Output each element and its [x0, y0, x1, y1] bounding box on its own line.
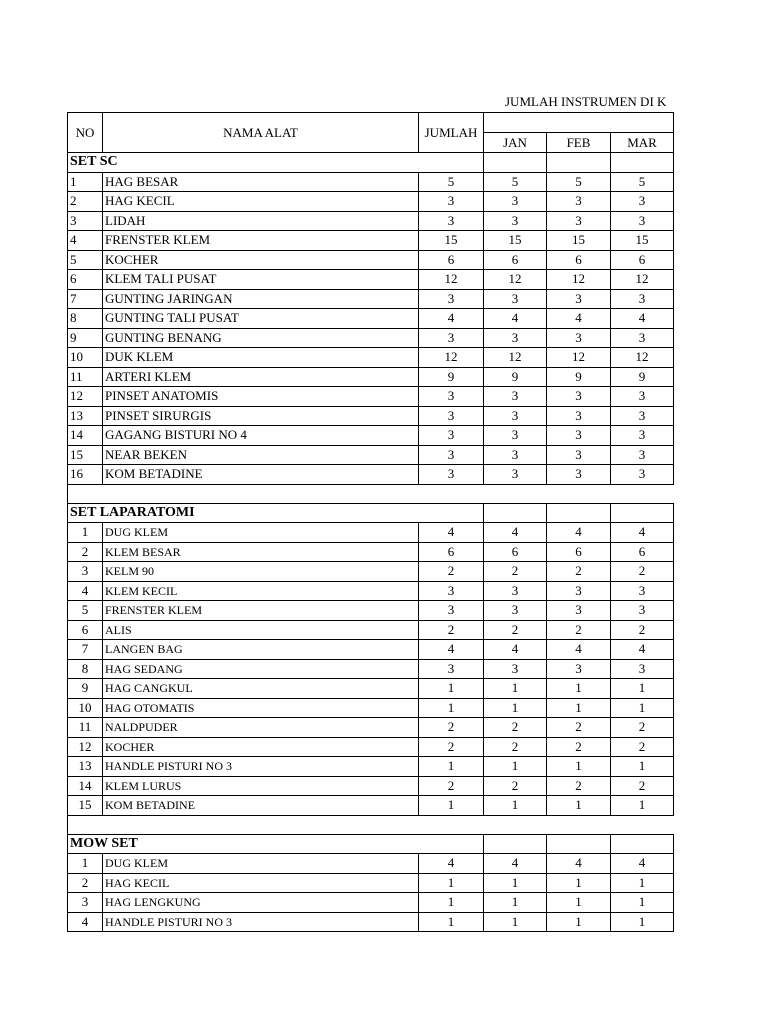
row-feb: 3 — [547, 328, 611, 348]
row-feb: 9 — [547, 367, 611, 387]
row-no: 3 — [68, 562, 103, 582]
row-no: 14 — [68, 776, 103, 796]
row-no: 7 — [68, 289, 103, 309]
row-no: 6 — [68, 270, 103, 290]
row-feb: 12 — [547, 270, 611, 290]
table-row — [68, 192, 674, 212]
row-nama-alat: FRENSTER KLEM — [103, 601, 419, 621]
table-row — [68, 757, 674, 777]
row-feb: 12 — [547, 348, 611, 368]
row-jumlah: 4 — [419, 854, 484, 874]
table-row — [68, 523, 674, 543]
table-row — [68, 250, 674, 270]
row-jumlah: 5 — [419, 172, 484, 192]
row-jumlah: 2 — [419, 562, 484, 582]
row-mar: 3 — [611, 406, 674, 426]
table-row — [68, 620, 674, 640]
table-row — [68, 581, 674, 601]
row-jumlah: 1 — [419, 893, 484, 913]
row-nama-alat: KOM BETADINE — [103, 465, 419, 485]
row-feb: 1 — [547, 893, 611, 913]
row-no: 15 — [68, 796, 103, 816]
row-no: 1 — [68, 172, 103, 192]
table-row — [68, 328, 674, 348]
row-jumlah: 2 — [419, 620, 484, 640]
row-no: 16 — [68, 465, 103, 485]
row-mar: 2 — [611, 776, 674, 796]
section-header-empty-cell — [547, 153, 611, 173]
row-jan: 2 — [484, 620, 547, 640]
row-jumlah: 1 — [419, 757, 484, 777]
table-row — [68, 659, 674, 679]
table-row — [68, 698, 674, 718]
table-row — [68, 445, 674, 465]
row-mar: 12 — [611, 270, 674, 290]
row-feb: 4 — [547, 309, 611, 329]
row-feb: 2 — [547, 776, 611, 796]
row-nama-alat: GUNTING TALI PUSAT — [103, 309, 419, 329]
row-nama-alat: KOCHER — [103, 250, 419, 270]
section-spacer-row — [68, 484, 674, 503]
row-jumlah: 4 — [419, 640, 484, 660]
row-no: 12 — [68, 387, 103, 407]
row-jan: 1 — [484, 796, 547, 816]
row-nama-alat: ALIS — [103, 620, 419, 640]
section-header-empty-cell — [484, 153, 547, 173]
section-header-empty-cell — [611, 834, 674, 854]
row-jan: 3 — [484, 192, 547, 212]
row-nama-alat: PINSET ANATOMIS — [103, 387, 419, 407]
document-title: JUMLAH INSTRUMEN DI K — [505, 94, 667, 109]
table-row — [68, 465, 674, 485]
row-feb: 3 — [547, 387, 611, 407]
row-no: 1 — [68, 523, 103, 543]
row-no: 9 — [68, 328, 103, 348]
section-header-empty-cell — [611, 503, 674, 523]
row-no: 6 — [68, 620, 103, 640]
row-jumlah: 6 — [419, 542, 484, 562]
header-mar: MAR — [611, 133, 674, 153]
row-nama-alat: KOCHER — [103, 737, 419, 757]
row-mar: 3 — [611, 601, 674, 621]
row-no: 13 — [68, 406, 103, 426]
row-jan: 9 — [484, 367, 547, 387]
row-no: 8 — [68, 309, 103, 329]
instrument-table — [67, 112, 674, 932]
table-row — [68, 542, 674, 562]
row-jan: 3 — [484, 426, 547, 446]
row-nama-alat: LANGEN BAG — [103, 640, 419, 660]
row-jumlah: 12 — [419, 270, 484, 290]
row-nama-alat: NALDPUDER — [103, 718, 419, 738]
row-jan: 1 — [484, 679, 547, 699]
section-title: SET SC — [68, 153, 484, 173]
table-row — [68, 348, 674, 368]
row-jumlah: 4 — [419, 309, 484, 329]
row-nama-alat: DUG KLEM — [103, 523, 419, 543]
section-header-empty-cell — [611, 153, 674, 173]
section-header-row — [68, 834, 674, 854]
header-feb: FEB — [547, 133, 611, 153]
row-no: 7 — [68, 640, 103, 660]
row-jan: 2 — [484, 737, 547, 757]
row-feb: 2 — [547, 562, 611, 582]
row-mar: 4 — [611, 854, 674, 874]
row-feb: 3 — [547, 445, 611, 465]
row-jumlah: 3 — [419, 659, 484, 679]
row-jan: 4 — [484, 640, 547, 660]
row-jumlah: 3 — [419, 465, 484, 485]
row-jan: 3 — [484, 465, 547, 485]
row-mar: 4 — [611, 309, 674, 329]
row-jan: 6 — [484, 542, 547, 562]
row-mar: 4 — [611, 640, 674, 660]
row-nama-alat: HAG SEDANG — [103, 659, 419, 679]
row-jan: 5 — [484, 172, 547, 192]
row-feb: 1 — [547, 698, 611, 718]
row-mar: 5 — [611, 172, 674, 192]
header-nama-alat: NAMA ALAT — [103, 113, 419, 153]
row-jan: 3 — [484, 289, 547, 309]
row-jan: 1 — [484, 757, 547, 777]
row-jumlah: 3 — [419, 426, 484, 446]
row-jumlah: 1 — [419, 698, 484, 718]
row-jumlah: 2 — [419, 776, 484, 796]
row-feb: 5 — [547, 172, 611, 192]
row-feb: 3 — [547, 465, 611, 485]
row-jan: 3 — [484, 581, 547, 601]
row-jumlah: 3 — [419, 581, 484, 601]
row-jumlah: 1 — [419, 679, 484, 699]
row-jumlah: 3 — [419, 192, 484, 212]
row-feb: 4 — [547, 640, 611, 660]
row-mar: 2 — [611, 562, 674, 582]
row-no: 4 — [68, 231, 103, 251]
header-month-group — [484, 113, 674, 133]
row-no: 2 — [68, 192, 103, 212]
row-feb: 3 — [547, 289, 611, 309]
row-mar: 3 — [611, 581, 674, 601]
section-header-row — [68, 153, 674, 173]
table-row — [68, 172, 674, 192]
row-jan: 2 — [484, 776, 547, 796]
row-jan: 15 — [484, 231, 547, 251]
row-nama-alat: GUNTING BENANG — [103, 328, 419, 348]
row-no: 2 — [68, 542, 103, 562]
row-mar: 3 — [611, 192, 674, 212]
row-no: 11 — [68, 718, 103, 738]
row-feb: 1 — [547, 873, 611, 893]
table-row — [68, 912, 674, 932]
section-header-empty-cell — [547, 834, 611, 854]
row-no: 1 — [68, 854, 103, 874]
table-row — [68, 718, 674, 738]
row-jan: 3 — [484, 328, 547, 348]
row-mar: 6 — [611, 250, 674, 270]
row-nama-alat: HAG LENGKUNG — [103, 893, 419, 913]
row-no: 4 — [68, 581, 103, 601]
row-jan: 12 — [484, 270, 547, 290]
row-nama-alat: PINSET SIRURGIS — [103, 406, 419, 426]
row-jumlah: 3 — [419, 445, 484, 465]
row-jan: 1 — [484, 698, 547, 718]
row-jan: 1 — [484, 873, 547, 893]
row-mar: 12 — [611, 348, 674, 368]
row-jan: 2 — [484, 562, 547, 582]
header-jumlah: JUMLAH — [419, 113, 484, 153]
row-no: 11 — [68, 367, 103, 387]
row-nama-alat: HAG BESAR — [103, 172, 419, 192]
row-jan: 1 — [484, 912, 547, 932]
row-jan: 3 — [484, 406, 547, 426]
row-jumlah: 12 — [419, 348, 484, 368]
row-nama-alat: HAG KECIL — [103, 873, 419, 893]
row-jan: 3 — [484, 387, 547, 407]
table-row — [68, 426, 674, 446]
table-row — [68, 796, 674, 816]
row-nama-alat: KLEM BESAR — [103, 542, 419, 562]
row-mar: 4 — [611, 523, 674, 543]
row-nama-alat: DUK KLEM — [103, 348, 419, 368]
row-nama-alat: NEAR BEKEN — [103, 445, 419, 465]
table-row — [68, 270, 674, 290]
row-jumlah: 3 — [419, 289, 484, 309]
row-jan: 3 — [484, 659, 547, 679]
header-no: NO — [68, 113, 103, 153]
table-row — [68, 893, 674, 913]
table-row — [68, 640, 674, 660]
row-no: 13 — [68, 757, 103, 777]
row-mar: 3 — [611, 387, 674, 407]
row-mar: 15 — [611, 231, 674, 251]
row-jumlah: 3 — [419, 387, 484, 407]
row-mar: 1 — [611, 796, 674, 816]
row-no: 10 — [68, 698, 103, 718]
row-mar: 3 — [611, 289, 674, 309]
row-mar: 1 — [611, 912, 674, 932]
row-nama-alat: HAG KECIL — [103, 192, 419, 212]
row-mar: 1 — [611, 679, 674, 699]
row-no: 5 — [68, 601, 103, 621]
row-feb: 1 — [547, 912, 611, 932]
row-mar: 3 — [611, 445, 674, 465]
row-jan: 3 — [484, 211, 547, 231]
row-jumlah: 1 — [419, 912, 484, 932]
row-feb: 3 — [547, 406, 611, 426]
row-nama-alat: HANDLE PISTURI NO 3 — [103, 912, 419, 932]
table-row — [68, 737, 674, 757]
section-header-empty-cell — [547, 503, 611, 523]
row-no: 3 — [68, 893, 103, 913]
row-mar: 1 — [611, 873, 674, 893]
row-nama-alat: ARTERI KLEM — [103, 367, 419, 387]
row-jan: 4 — [484, 309, 547, 329]
row-no: 3 — [68, 211, 103, 231]
row-mar: 1 — [611, 698, 674, 718]
row-jan: 3 — [484, 445, 547, 465]
table-row — [68, 854, 674, 874]
row-no: 15 — [68, 445, 103, 465]
row-nama-alat: KLEM TALI PUSAT — [103, 270, 419, 290]
row-mar: 1 — [611, 893, 674, 913]
row-feb: 2 — [547, 737, 611, 757]
row-jumlah: 3 — [419, 406, 484, 426]
table-row — [68, 776, 674, 796]
row-jumlah: 2 — [419, 737, 484, 757]
row-nama-alat: KELM 90 — [103, 562, 419, 582]
spacer-cell — [68, 484, 674, 503]
row-jumlah: 9 — [419, 367, 484, 387]
section-title: MOW SET — [68, 834, 484, 854]
row-mar: 6 — [611, 542, 674, 562]
row-jumlah: 3 — [419, 211, 484, 231]
row-nama-alat: KLEM LURUS — [103, 776, 419, 796]
row-feb: 1 — [547, 796, 611, 816]
table-row — [68, 406, 674, 426]
row-mar: 3 — [611, 426, 674, 446]
section-header-empty-cell — [484, 834, 547, 854]
row-mar: 3 — [611, 659, 674, 679]
table-row — [68, 309, 674, 329]
row-nama-alat: KLEM KECIL — [103, 581, 419, 601]
row-feb: 1 — [547, 757, 611, 777]
row-feb: 3 — [547, 192, 611, 212]
table-row — [68, 873, 674, 893]
row-jumlah: 4 — [419, 523, 484, 543]
row-mar: 3 — [611, 211, 674, 231]
row-feb: 6 — [547, 542, 611, 562]
row-jan: 4 — [484, 523, 547, 543]
row-jumlah: 15 — [419, 231, 484, 251]
table-row — [68, 367, 674, 387]
row-jan: 4 — [484, 854, 547, 874]
row-nama-alat: HAG CANGKUL — [103, 679, 419, 699]
row-no: 12 — [68, 737, 103, 757]
row-feb: 3 — [547, 211, 611, 231]
section-title: SET LAPARATOMI — [68, 503, 484, 523]
row-jan: 2 — [484, 718, 547, 738]
header-jan: JAN — [484, 133, 547, 153]
row-jumlah: 3 — [419, 601, 484, 621]
row-jumlah: 2 — [419, 718, 484, 738]
spacer-cell — [68, 815, 674, 834]
row-no: 8 — [68, 659, 103, 679]
row-no: 10 — [68, 348, 103, 368]
row-feb: 1 — [547, 679, 611, 699]
row-mar: 9 — [611, 367, 674, 387]
row-jumlah: 1 — [419, 873, 484, 893]
row-no: 2 — [68, 873, 103, 893]
row-feb: 2 — [547, 718, 611, 738]
row-mar: 2 — [611, 620, 674, 640]
row-nama-alat: GAGANG BISTURI NO 4 — [103, 426, 419, 446]
row-mar: 3 — [611, 328, 674, 348]
section-header-row — [68, 503, 674, 523]
row-mar: 1 — [611, 757, 674, 777]
row-nama-alat: KOM BETADINE — [103, 796, 419, 816]
table-row — [68, 231, 674, 251]
row-no: 9 — [68, 679, 103, 699]
row-mar: 3 — [611, 465, 674, 485]
table-row — [68, 387, 674, 407]
row-nama-alat: HAG OTOMATIS — [103, 698, 419, 718]
row-jan: 3 — [484, 601, 547, 621]
table-row — [68, 211, 674, 231]
row-feb: 3 — [547, 581, 611, 601]
row-no: 5 — [68, 250, 103, 270]
table-row — [68, 562, 674, 582]
table-row — [68, 679, 674, 699]
row-nama-alat: HANDLE PISTURI NO 3 — [103, 757, 419, 777]
row-nama-alat: LIDAH — [103, 211, 419, 231]
row-feb: 4 — [547, 854, 611, 874]
row-feb: 3 — [547, 659, 611, 679]
row-feb: 3 — [547, 426, 611, 446]
row-jumlah: 1 — [419, 796, 484, 816]
row-jumlah: 3 — [419, 328, 484, 348]
row-nama-alat: DUG KLEM — [103, 854, 419, 874]
row-mar: 2 — [611, 718, 674, 738]
row-jumlah: 6 — [419, 250, 484, 270]
section-header-empty-cell — [484, 503, 547, 523]
row-feb: 6 — [547, 250, 611, 270]
section-spacer-row — [68, 815, 674, 834]
row-feb: 2 — [547, 620, 611, 640]
row-nama-alat: FRENSTER KLEM — [103, 231, 419, 251]
row-mar: 2 — [611, 737, 674, 757]
row-feb: 3 — [547, 601, 611, 621]
table-row — [68, 601, 674, 621]
row-jan: 12 — [484, 348, 547, 368]
row-jan: 6 — [484, 250, 547, 270]
row-feb: 15 — [547, 231, 611, 251]
row-feb: 4 — [547, 523, 611, 543]
row-jan: 1 — [484, 893, 547, 913]
row-nama-alat: GUNTING JARINGAN — [103, 289, 419, 309]
row-no: 4 — [68, 912, 103, 932]
table-row — [68, 289, 674, 309]
row-no: 14 — [68, 426, 103, 446]
